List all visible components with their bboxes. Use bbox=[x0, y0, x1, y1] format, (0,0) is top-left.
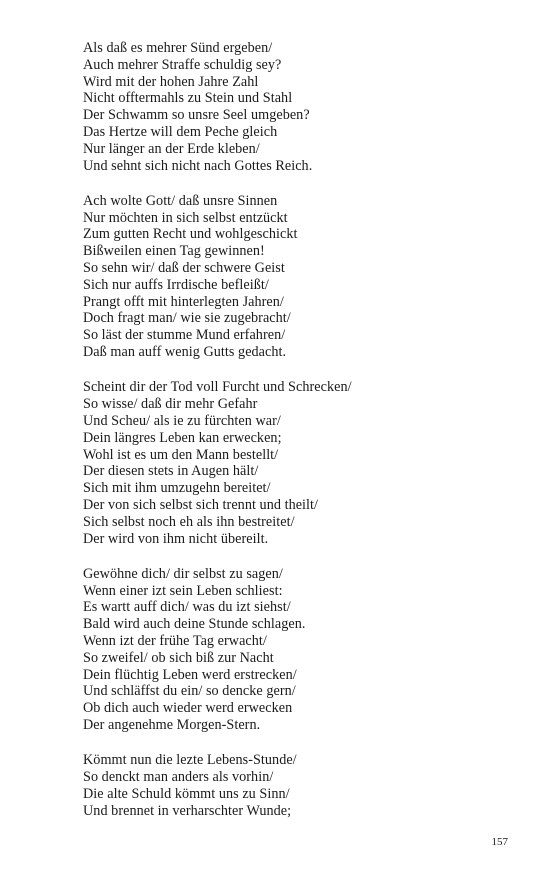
poem-line: Wenn izt der frühe Tag erwacht/ bbox=[83, 633, 267, 649]
poem-line: So wisse/ daß dir mehr Gefahr bbox=[83, 396, 258, 413]
poem-line: So sehn wir/ daß der schwere Geist bbox=[83, 260, 285, 277]
poem-line: Nur möchten in sich selbst entzückt bbox=[83, 209, 288, 226]
poem-line: Der wird von ihm nicht übereilt. bbox=[83, 530, 269, 547]
poem-line: Zum gutten Recht und wohlgeschickt bbox=[83, 226, 298, 243]
poem-line: So zweifel/ ob sich biß zur Nacht bbox=[83, 649, 274, 666]
poem-line: Sich nur auffs Irrdische befleißt/ bbox=[83, 276, 269, 293]
stanza bbox=[83, 752, 523, 819]
poem-line: Doch fragt man/ wie sie zugebracht/ bbox=[83, 310, 291, 327]
poem-line: Nur länger an der Erde kleben/ bbox=[83, 140, 260, 157]
poem-line: Ach wolte Gott/ daß unsre Sinnen bbox=[83, 192, 278, 209]
poem-line: Und sehnt sich nicht nach Gottes Reich. bbox=[83, 157, 313, 174]
poem-line: Es wartt auff dich/ was du izt siehst/ bbox=[83, 599, 291, 616]
stanza bbox=[83, 193, 523, 361]
poem-line: Wird mit der hohen Jahre Zahl bbox=[83, 73, 259, 90]
poem-line: Der angenehme Morgen-Stern. bbox=[83, 716, 261, 733]
poem-line: Bald wird auch deine Stunde schlagen. bbox=[83, 616, 306, 633]
poem-line: Der Schwamm so unsre Seel umgeben? bbox=[83, 107, 310, 124]
poem-line: Dein flüchtig Leben werd erstrecken/ bbox=[83, 666, 297, 683]
stanza bbox=[83, 379, 523, 547]
poem-line: Die alte Schuld kömmt uns zu Sinn/ bbox=[83, 785, 290, 802]
poem-body bbox=[83, 40, 523, 838]
poem-line: Nicht offtermahls zu Stein und Stahl bbox=[83, 90, 293, 107]
poem-line: Wohl ist es um den Mann bestellt/ bbox=[83, 446, 279, 463]
poem-line: Dein längres Leben kan erwecken; bbox=[83, 429, 282, 446]
poem-line: Sich selbst noch eh als ihn bestreitet/ bbox=[83, 513, 295, 530]
poem-line: Sich mit ihm umzugehn bereitet/ bbox=[83, 480, 271, 497]
poem-line: Wenn einer izt sein Leben schliest: bbox=[83, 582, 283, 599]
poem-line: Und schläffst du ein/ so dencke gern/ bbox=[83, 683, 296, 700]
poem-line: Prangt offt mit hinterlegten Jahren/ bbox=[83, 293, 284, 310]
poem-line: Daß man auff wenig Gutts gedacht. bbox=[83, 344, 287, 361]
poem-line: So denckt man anders als vorhin/ bbox=[83, 769, 274, 786]
stanza bbox=[83, 566, 523, 734]
poem-line: Als daß es mehrer Sünd ergeben/ bbox=[83, 40, 273, 56]
poem-line: Auch mehrer Straffe schuldig sey? bbox=[83, 56, 282, 73]
poem-line: So läst der stumme Mund erfahren/ bbox=[83, 327, 286, 344]
poem-line: Ob dich auch wieder werd erwecken bbox=[83, 700, 293, 717]
poem-line: Kömmt nun die lezte Lebens-Stunde/ bbox=[83, 752, 297, 769]
stanza bbox=[83, 40, 523, 174]
poem-line: Das Hertze will dem Peche gleich bbox=[83, 123, 278, 140]
poem-line: Und Scheu/ als ie zu fürchten war/ bbox=[83, 412, 281, 429]
poem-line: Der von sich selbst sich trennt und theilt/ bbox=[83, 496, 319, 513]
poem-line: Gewöhne dich/ dir selbst zu sagen/ bbox=[83, 565, 283, 582]
poem-line: Bißweilen einen Tag gewinnen! bbox=[83, 243, 265, 260]
poem-line: Und brennet in verharschter Wunde; bbox=[83, 802, 292, 819]
poem-line: Der diesen stets in Augen hält/ bbox=[83, 463, 259, 480]
poem-line: Scheint dir der Tod voll Furcht und Schrecken/ bbox=[83, 379, 352, 396]
page-number: 157 bbox=[491, 836, 508, 848]
